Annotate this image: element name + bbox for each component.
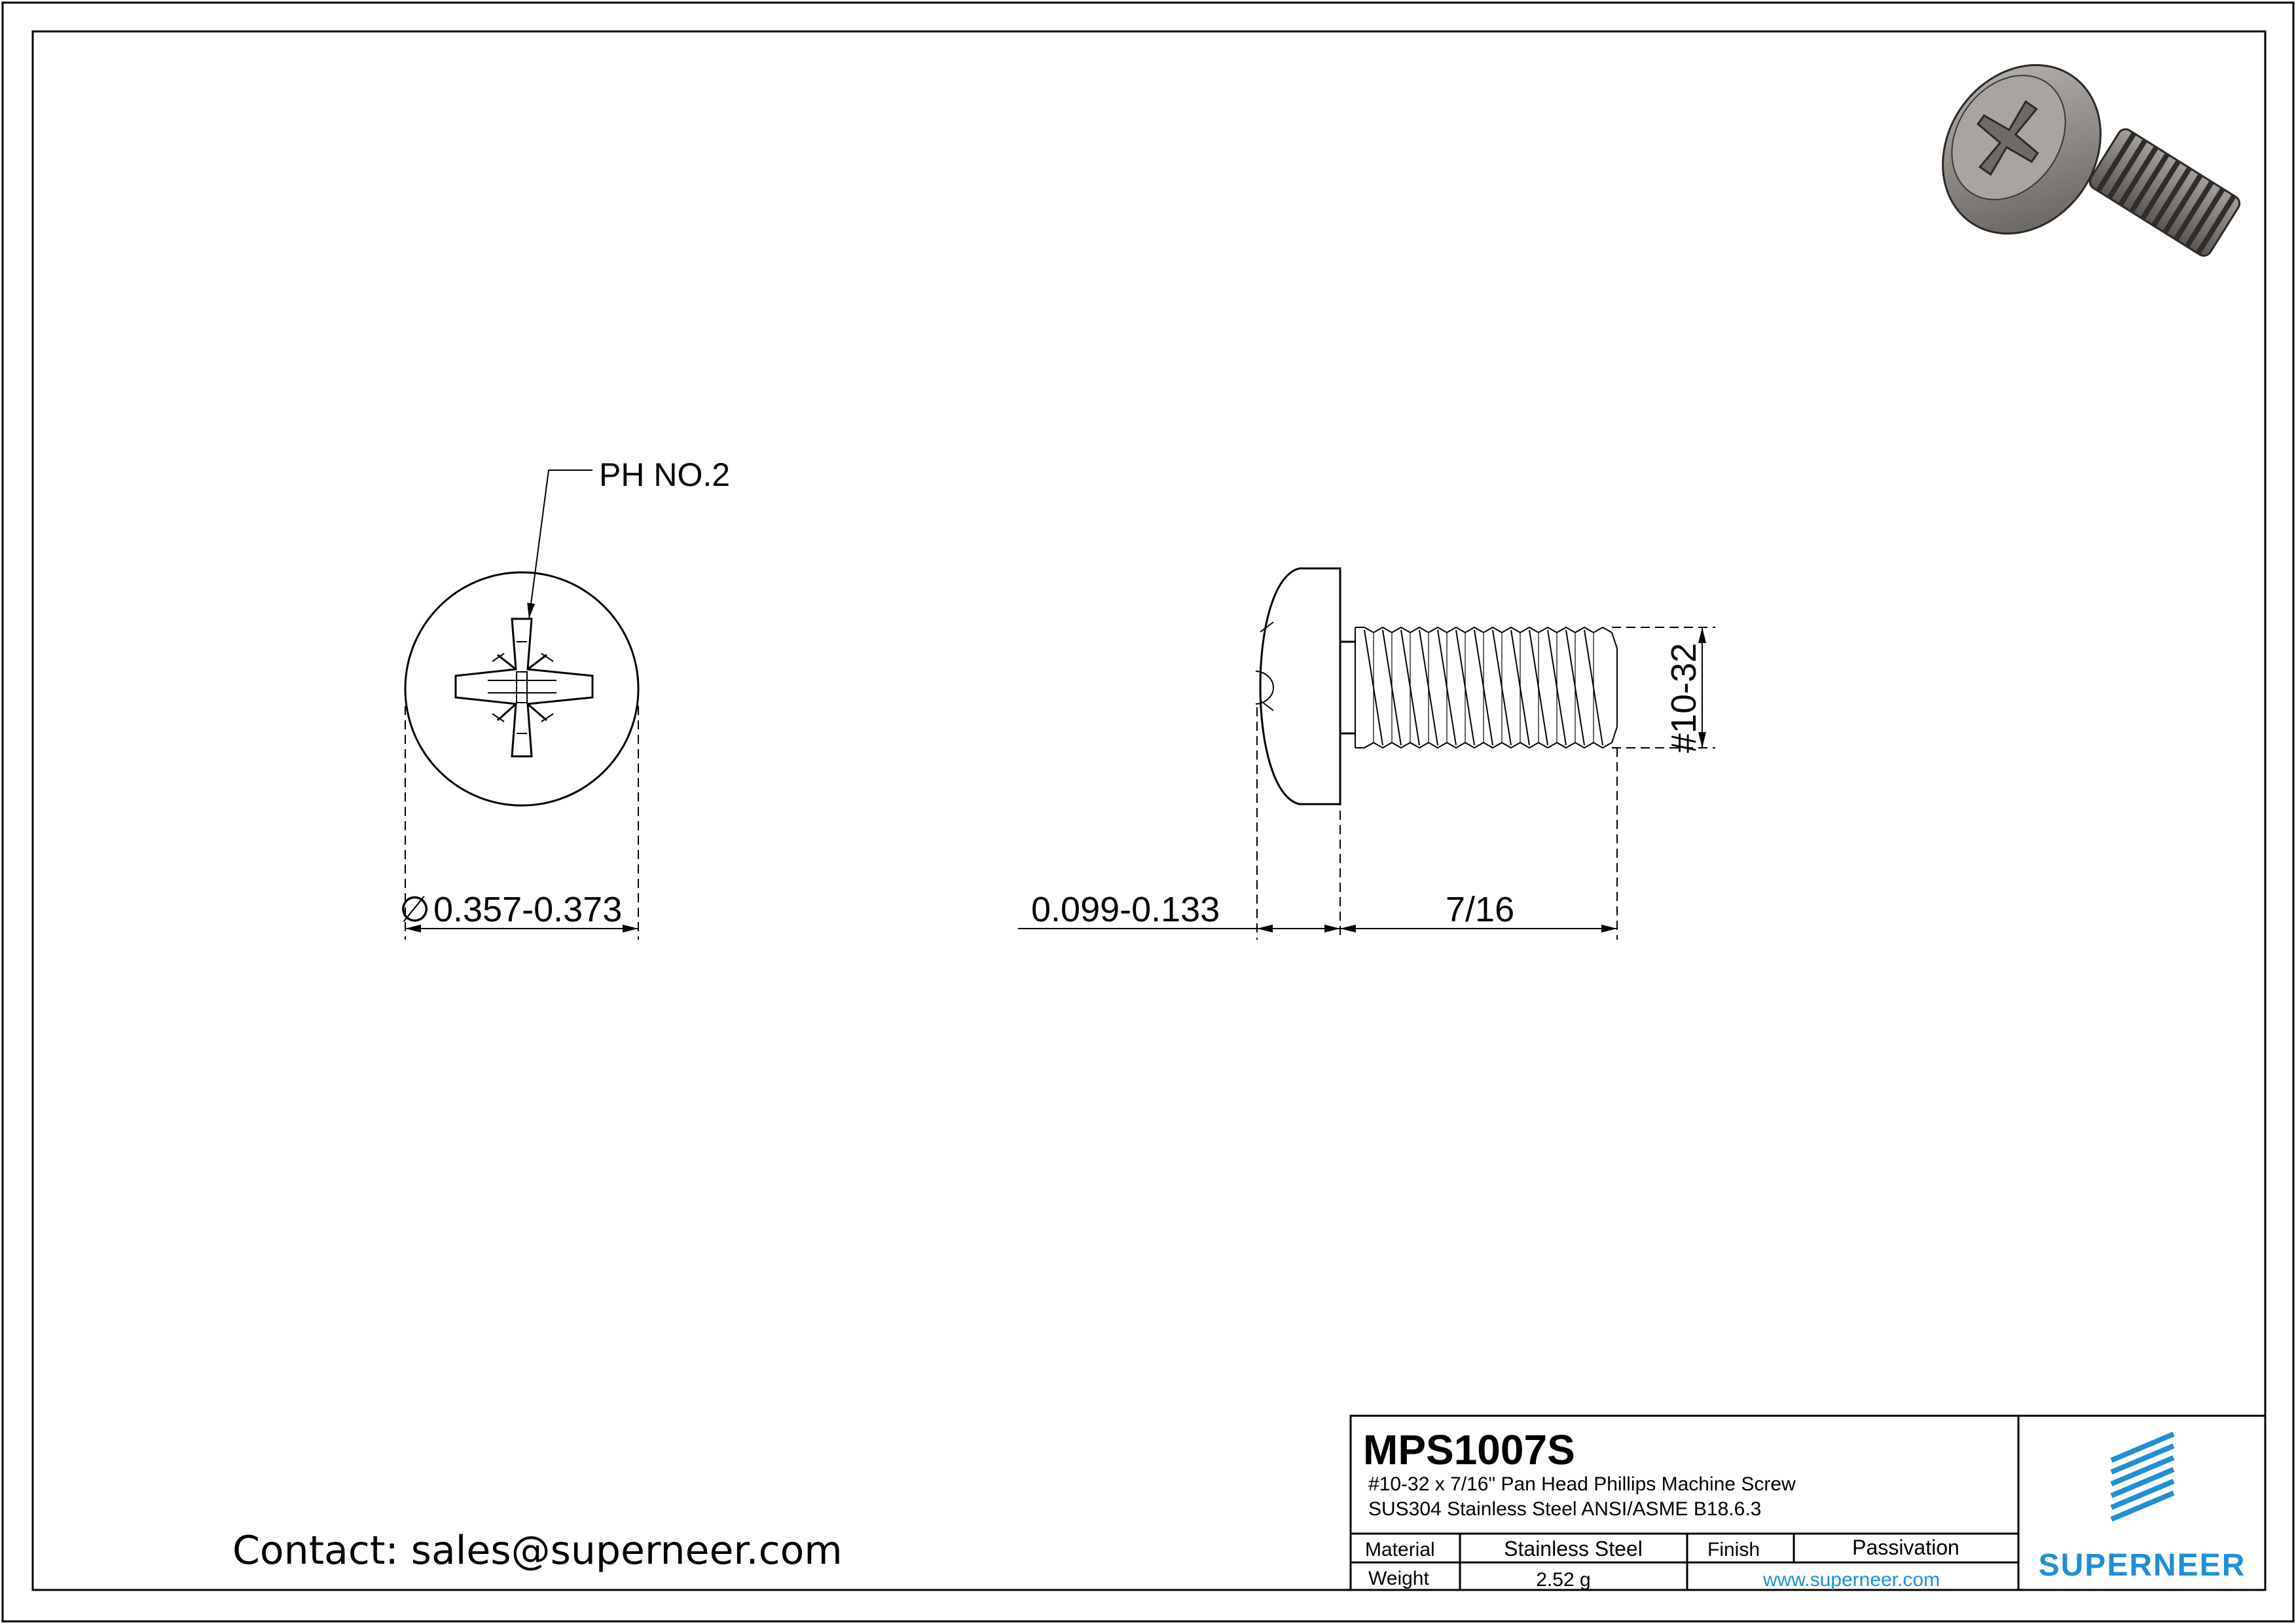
- head-height-value: 0.099-0.133: [1031, 890, 1220, 929]
- diameter-symbol: ∅: [399, 890, 431, 929]
- finish-value: Passivation: [1852, 1536, 1959, 1559]
- material-label: Material: [1365, 1539, 1435, 1560]
- screw-3d-render: [1910, 34, 2242, 264]
- contact-text: Contact: sales@superneer.com: [232, 1528, 843, 1574]
- superneer-logo-icon: [2111, 1434, 2174, 1519]
- finish-label: Finish: [1707, 1539, 1760, 1560]
- part-number: MPS1007S: [1363, 1426, 1575, 1473]
- website-link[interactable]: www.superneer.com: [1762, 1569, 1941, 1591]
- inner-border: [33, 31, 2265, 1590]
- superneer-logo-text: SUPERNEER: [2038, 1548, 2246, 1583]
- description-line-2: SUS304 Stainless Steel ANSI/ASME B18.6.3: [1368, 1498, 1762, 1520]
- length-value: 7/16: [1446, 890, 1515, 929]
- outer-border: [3, 3, 2293, 1621]
- phillips-callout-leader: [529, 470, 592, 619]
- weight-label: Weight: [1368, 1568, 1429, 1589]
- thread-size-value: #10-32: [1664, 642, 1704, 753]
- head-top-view: [405, 572, 638, 805]
- weight-value: 2.52 g: [1536, 1569, 1591, 1591]
- description-line-1: #10-32 x 7/16" Pan Head Phillips Machine Screw: [1368, 1473, 1796, 1495]
- thread-profile: [1355, 627, 1617, 748]
- phillips-callout-label: PH NO.2: [599, 456, 731, 493]
- material-value: Stainless Steel: [1504, 1537, 1643, 1560]
- head-diameter-value: 0.357-0.373: [433, 890, 623, 929]
